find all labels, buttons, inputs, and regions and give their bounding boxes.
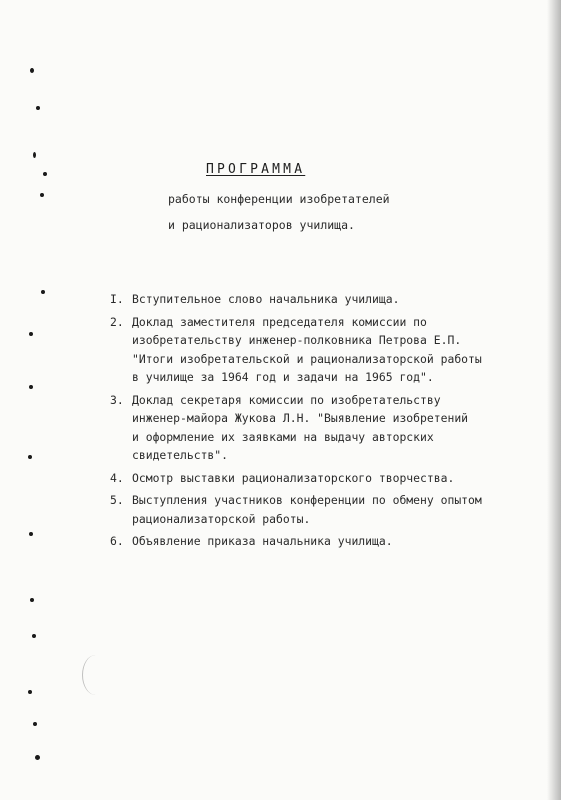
item-number: 5.	[110, 493, 124, 507]
program-item	[110, 532, 530, 551]
binding-mark	[40, 193, 44, 197]
binding-mark	[33, 152, 36, 158]
item-number: 6.	[110, 534, 124, 548]
item-text: Объявление приказа начальника училища.	[132, 534, 393, 548]
binding-mark	[33, 722, 37, 726]
item-text: Выступления участников конференции по обмену опытом рационализаторской работы.	[132, 493, 482, 526]
document-title: ПРОГРАММА	[206, 162, 306, 177]
program-items-list	[110, 290, 530, 555]
item-text: Доклад заместителя председателя комиссии по изобретательству инженер-полковника Петрова Е.П. "Итоги изобретательской и рационализаторской работы в училище за 1964 год и задачи на 1965 год".	[132, 314, 482, 384]
binding-mark	[35, 755, 40, 760]
item-text: Доклад секретаря комиссии по изобретательству инженер-майора Жукова Л.Н. "Выявление изобретений и оформление их заявками на выдачу авторских свидетельств".	[132, 392, 469, 462]
item-number: I.	[110, 292, 124, 306]
program-item	[110, 290, 530, 309]
binding-mark	[29, 532, 33, 536]
program-item	[110, 391, 530, 465]
item-number: 4.	[110, 470, 124, 485]
item-number: 2.	[110, 314, 124, 329]
program-item	[110, 469, 530, 488]
page-edge-shadow	[547, 0, 561, 800]
binding-mark	[43, 172, 47, 176]
paper-fold-mark	[82, 655, 109, 695]
item-number: 3.	[110, 392, 124, 407]
program-item	[110, 313, 530, 387]
item-text: Осмотр выставки рационализаторского творчества.	[132, 470, 455, 485]
document-subtitle-line-2: и рационализаторов училища.	[168, 218, 355, 232]
binding-mark	[29, 332, 33, 336]
program-item	[110, 491, 530, 528]
binding-mark	[28, 455, 32, 459]
binding-mark	[28, 690, 32, 694]
binding-mark	[30, 598, 34, 602]
binding-mark	[32, 634, 36, 638]
binding-mark	[29, 385, 33, 389]
item-text: Вступительное слово начальника училища.	[132, 292, 400, 306]
document-subtitle-line-1: работы конференции изобретателей	[168, 192, 390, 206]
binding-mark	[41, 290, 45, 294]
binding-mark	[36, 106, 40, 110]
binding-mark	[30, 68, 34, 73]
